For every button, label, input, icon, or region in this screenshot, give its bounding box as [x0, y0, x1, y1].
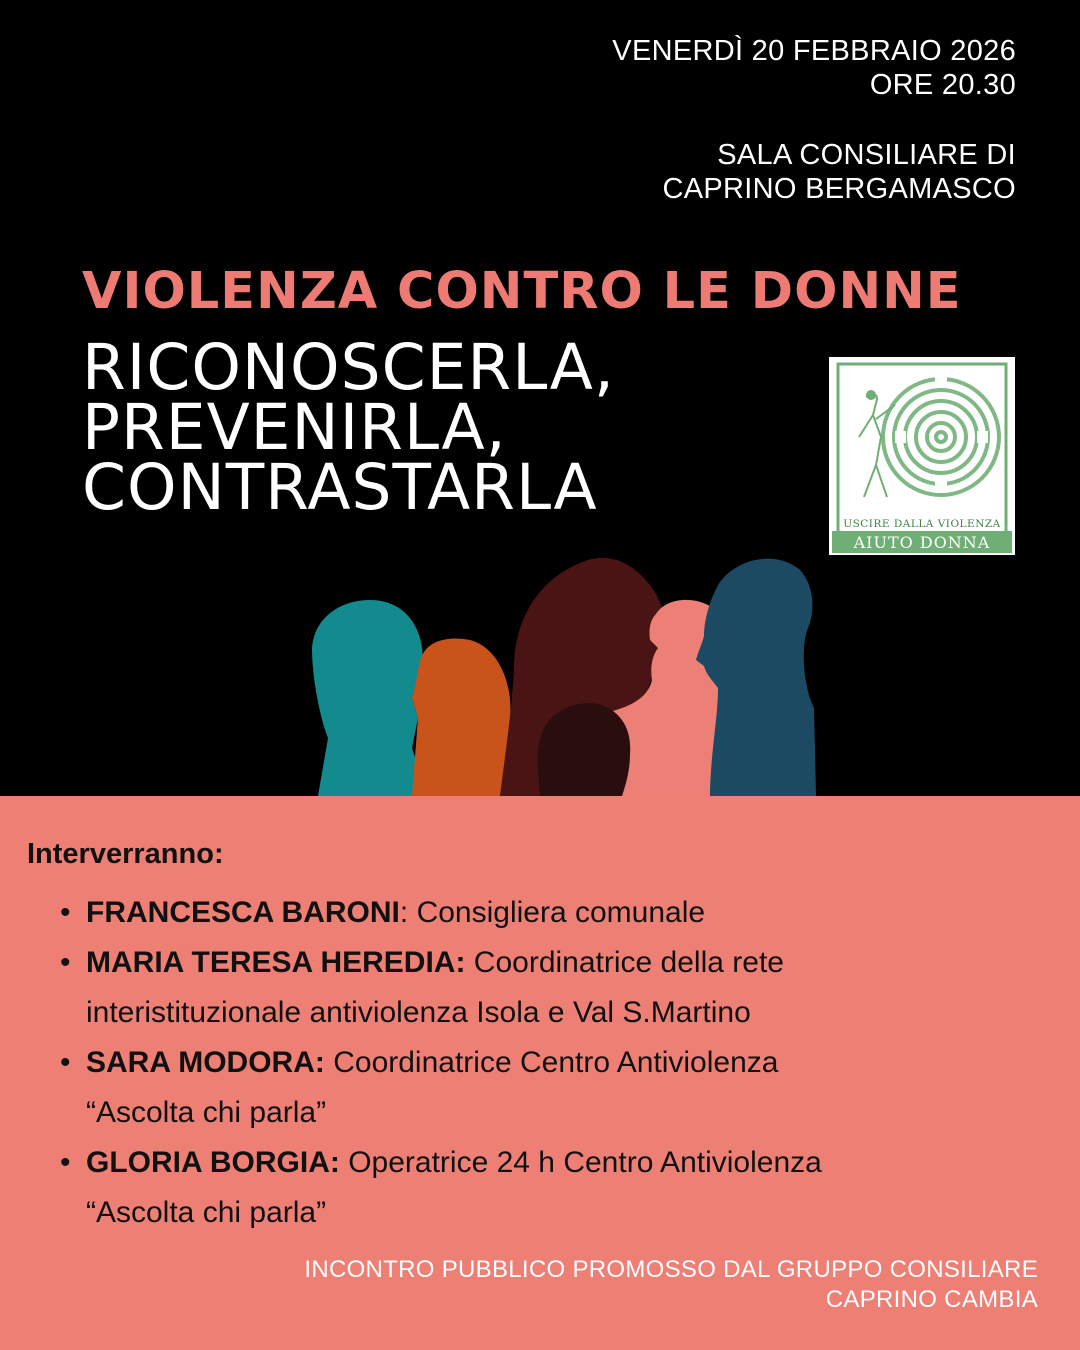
speaker-role: Coordinatrice della rete interistituzionale antiviolenza Isola e Val S.Martino — [86, 946, 784, 1029]
promoter-line: INCONTRO PUBBLICO PROMOSSO DAL GRUPPO CONSILIARE — [304, 1256, 1038, 1283]
bullet-icon: • — [60, 946, 71, 979]
venue-line: CAPRINO BERGAMASCO — [662, 173, 1016, 205]
subheadline-line: PREVENIRLA, — [82, 391, 507, 464]
silhouette-navy — [696, 559, 816, 796]
speaker-separator: : — [399, 896, 417, 929]
speaker-name: FRANCESCA BARONI — [86, 896, 400, 929]
event-date: VENERDÌ 20 FEBBRAIO 2026 — [612, 35, 1016, 67]
event-date-time — [612, 34, 1016, 102]
speaker-name: MARIA TERESA HEREDIA: — [86, 946, 466, 979]
subheadline-line: RICONOSCERLA, — [82, 331, 615, 404]
bullet-icon: • — [60, 1146, 71, 1179]
logo-tagline: USCIRE DALLA VIOLENZA — [843, 518, 1001, 530]
promoter-line: CAPRINO CAMBIA — [825, 1286, 1038, 1313]
silhouette-orange — [412, 639, 510, 797]
logo-name: AIUTO DONNA — [853, 533, 991, 552]
speaker-name: SARA MODORA: — [86, 1046, 325, 1079]
labyrinth-icon — [829, 357, 1015, 555]
headline: VIOLENZA CONTRO LE DONNE — [82, 262, 962, 321]
bullet-icon: • — [60, 896, 71, 929]
subheadline — [82, 331, 615, 524]
venue-line: SALA CONSILIARE DI — [717, 139, 1016, 171]
women-silhouettes-illustration — [300, 548, 820, 798]
speakers-panel — [0, 796, 1080, 1350]
speaker-role: Operatrice 24 h Centro Antiviolenza — [348, 1146, 822, 1179]
speakers-list — [0, 888, 986, 1238]
bullet-icon: • — [60, 1046, 71, 1079]
list-item — [0, 888, 986, 938]
event-venue — [663, 138, 1016, 206]
speaker-role: Coordinatrice Centro Antiviolenza — [333, 1046, 779, 1079]
speaker-separator — [465, 946, 473, 979]
speaker-center-name: “Ascolta chi parla” — [86, 1096, 327, 1129]
event-time: ORE 20.30 — [869, 69, 1016, 101]
list-item — [0, 1138, 986, 1238]
promoter-note — [304, 1255, 1038, 1315]
speakers-heading: Interverranno: — [27, 838, 224, 870]
speaker-center-name: “Ascolta chi parla” — [86, 1196, 327, 1229]
list-item — [0, 938, 986, 1038]
list-item — [0, 1038, 986, 1138]
speaker-separator — [340, 1146, 348, 1179]
aiuto-donna-logo — [829, 357, 1015, 555]
speaker-separator — [325, 1046, 333, 1079]
speaker-role: Consigliera comunale — [416, 896, 706, 929]
speaker-name: GLORIA BORGIA: — [86, 1146, 340, 1179]
silhouette-teal — [312, 600, 428, 796]
subheadline-line: CONTRASTARLA — [82, 451, 598, 524]
